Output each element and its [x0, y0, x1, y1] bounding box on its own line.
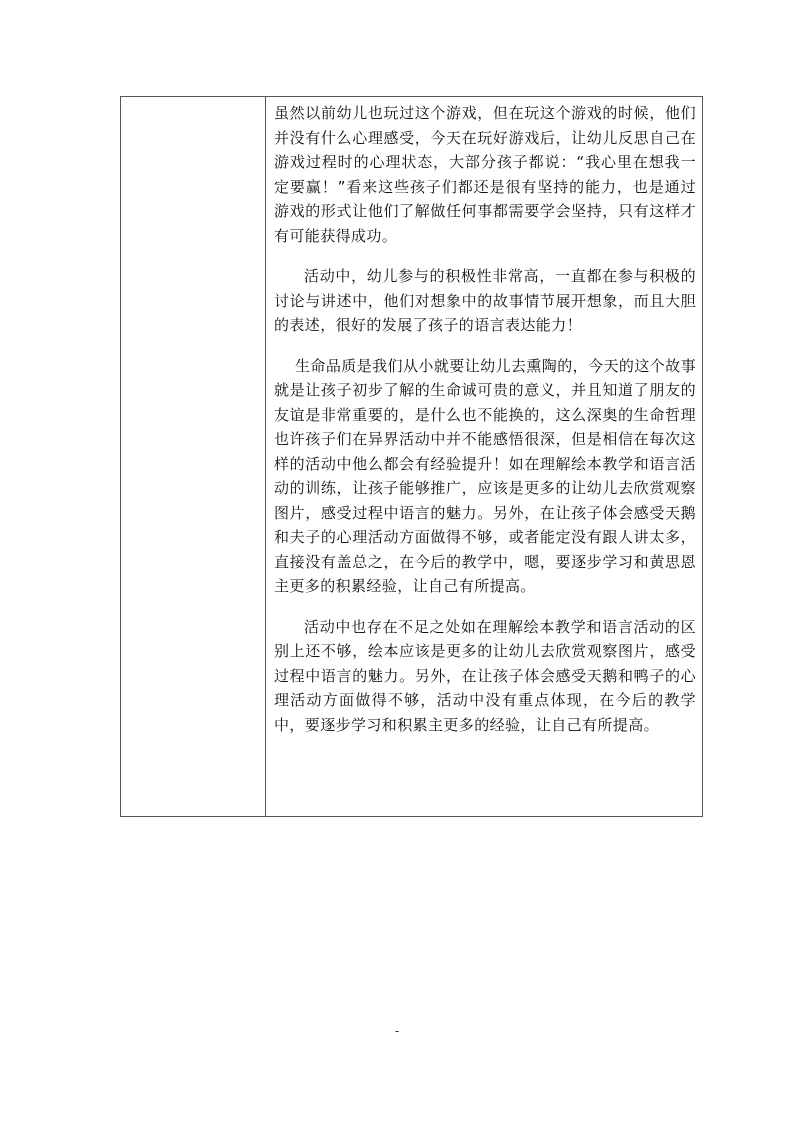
paragraph-4: 活动中也存在不足之处如在理解绘本教学和语言活动的区别上还不够，绘本应该是更多的让幼儿去欣赏观察图片，感受过程中语言的魅力。另外，在让孩子体会感受天鹅和鸭子的心理活动方面做得不够，活动中没有重点体现，在今后的教学中，要逐步学习和积累主更多的经验，让自己有所提高。 [274, 617, 696, 734]
reflection-table [120, 96, 703, 817]
page-footer: - [394, 1024, 400, 1038]
paragraph-3: 生命品质是我们从小就要让幼儿去熏陶的，今天的这个故事就是让孩子初步了解的生命诚可贵的意义，并且知道了朋友的友谊是非常重要的，是什么也不能换的，这么深奥的生命哲理也许孩子们在异界活动中并不能感悟很深，但是相信在每次这样的活动中他么都会有经验提升！如在理解绘本教学和语言活动的训练，让孩子能够推广，应该是更多的让幼儿去欣赏观察图片，感受过程中语言的魅力。另外，在让孩子体会感受天鹅和夫子的心理活动方面做得不够，或者能定没有跟人讲太多，直接没有盖总之，在今后的教学中，嗯，要逐步学习和黄思恩主更多的积累经验，让自己有所提高。 [274, 356, 696, 595]
table-content-cell [266, 97, 702, 816]
paragraph-1: 虽然以前幼儿也玩过这个游戏，但在玩这个游戏的时候，他们并没有什么心理感受，今天在玩好游戏后，让幼儿反思自己在游戏过程时的心理状态，大部分孩子都说：“我心里在想我一定要赢！”看来这些孩子们都还是很有坚持的能力，也是通过游戏的形式让他们了解做任何事都需要学会坚持，只有这样才有可能获得成功。 [274, 104, 696, 245]
table-label-cell [121, 97, 266, 816]
paragraph-2: 活动中，幼儿参与的积极性非常高，一直都在参与积极的讨论与讲述中，他们对想象中的故事情节展开想象，而且大胆的表述，很好的发展了孩子的语言表达能力！ [274, 267, 696, 334]
